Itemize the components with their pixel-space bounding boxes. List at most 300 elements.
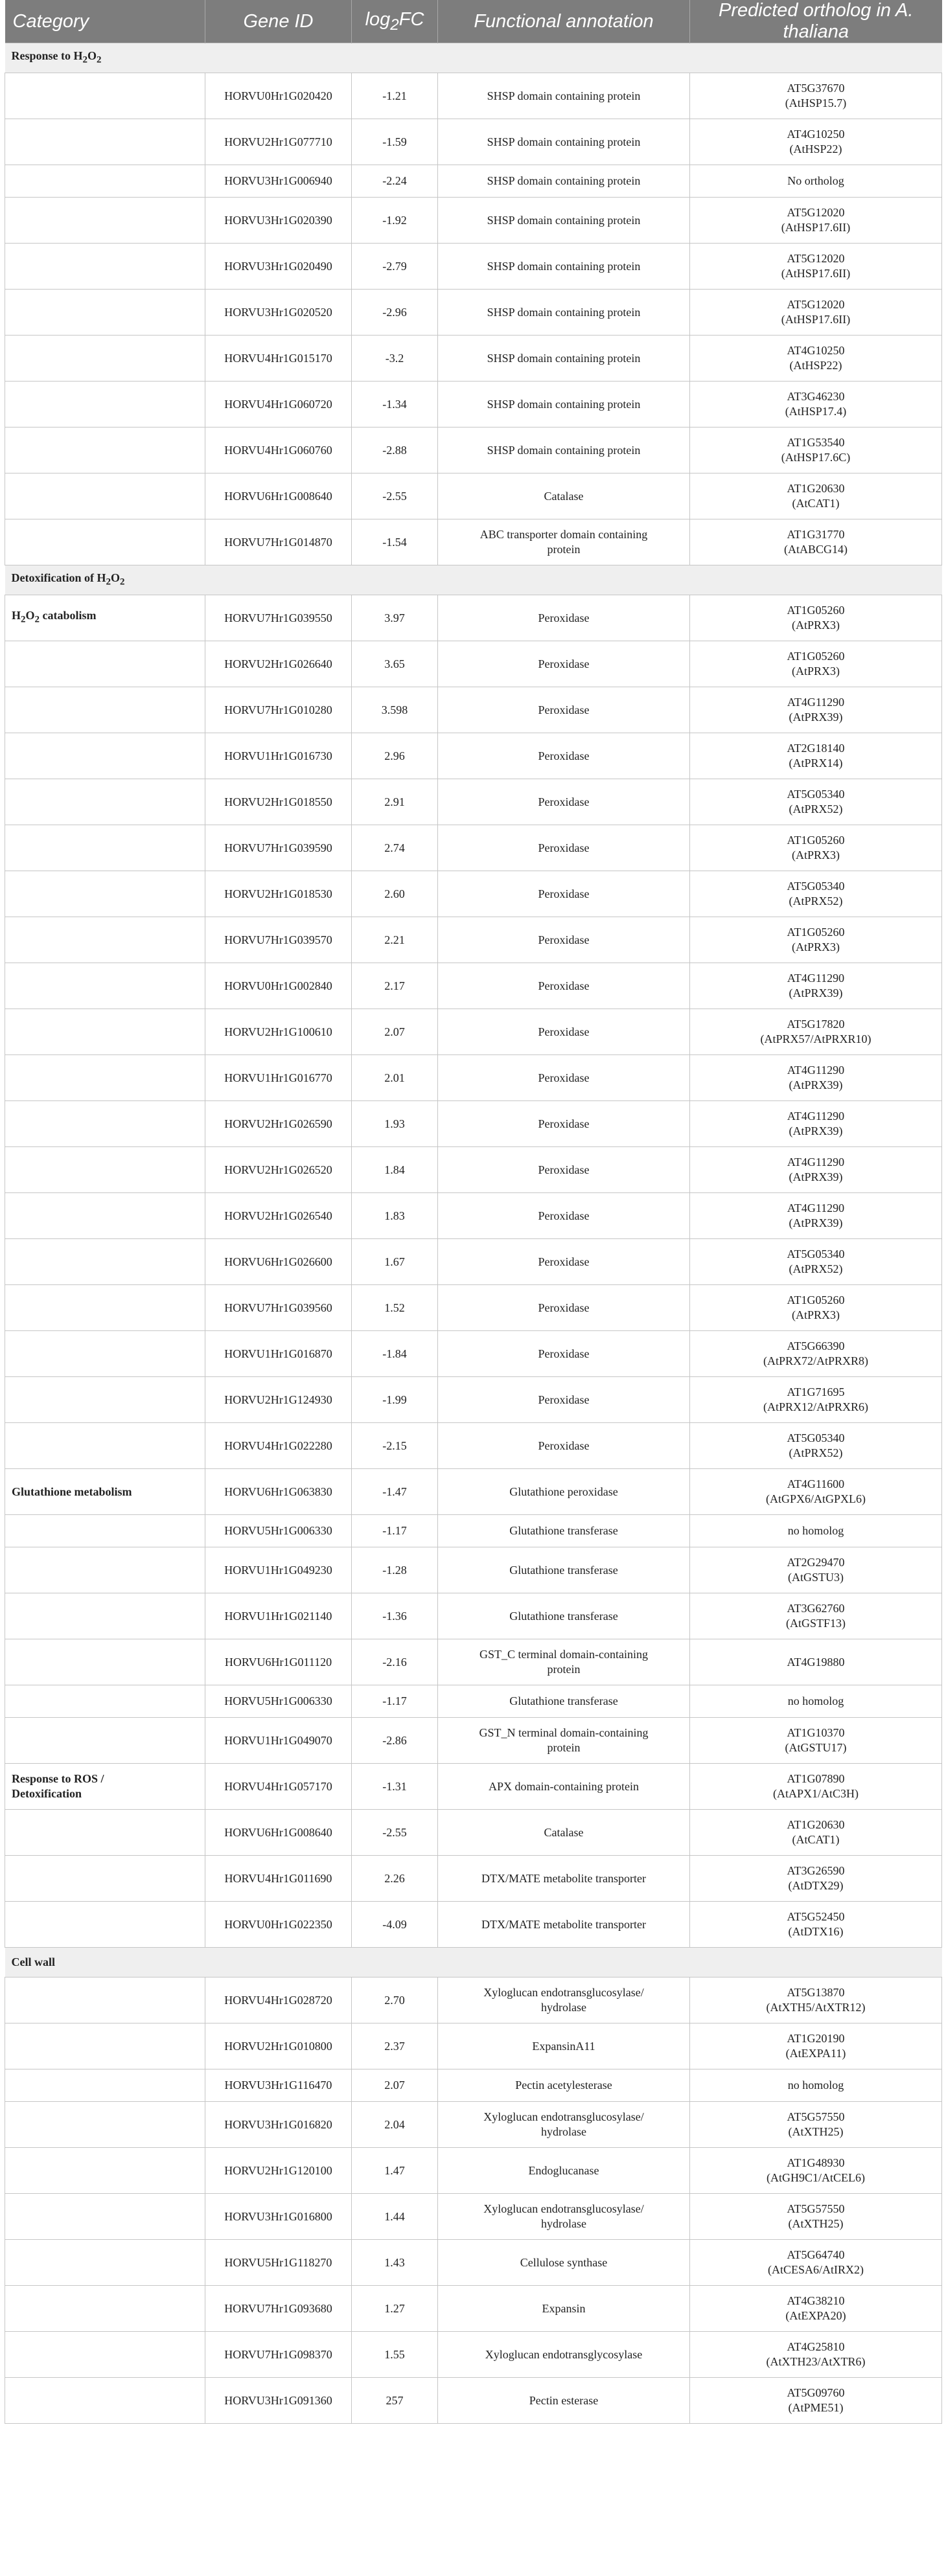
gene-id-cell: HORVU4Hr1G028720	[205, 1978, 352, 2023]
log2fc-cell: 3.97	[352, 595, 438, 641]
gene-id-cell: HORVU3Hr1G116470	[205, 2069, 352, 2102]
category-cell	[5, 1377, 205, 1423]
table-row	[5, 1639, 942, 1685]
category-cell	[5, 2023, 205, 2069]
section-row	[5, 1948, 942, 1978]
ortholog-cell: AT2G18140 (AtPRX14)	[690, 733, 942, 779]
section-title: Response to $H_2O_2$	[5, 43, 205, 73]
log2fc-cell: 2.17	[352, 963, 438, 1009]
annotation-cell: Peroxidase	[438, 1147, 690, 1193]
category-cell	[5, 1239, 205, 1285]
annotation-cell: GST_N terminal domain-containing protein	[438, 1718, 690, 1764]
category-cell	[5, 519, 205, 565]
table-row	[5, 733, 942, 779]
ortholog-cell: AT5G52450 (AtDTX16)	[690, 1902, 942, 1948]
category-cell	[5, 165, 205, 198]
section-empty-cell	[438, 1948, 690, 1978]
category-cell	[5, 2378, 205, 2424]
log2fc-cell: 1.52	[352, 1285, 438, 1331]
table-row	[5, 2023, 942, 2069]
gene-id-cell: HORVU3Hr1G016820	[205, 2102, 352, 2148]
log2fc-cell: -2.55	[352, 1810, 438, 1856]
log2fc-cell: 1.67	[352, 1239, 438, 1285]
category-cell	[5, 1101, 205, 1147]
annotation-cell: ABC transporter domain containing protein	[438, 519, 690, 565]
table-row	[5, 382, 942, 427]
section-empty-cell	[690, 1948, 942, 1978]
gene-id-cell: HORVU5Hr1G006330	[205, 1685, 352, 1718]
table-row	[5, 1193, 942, 1239]
category-cell	[5, 779, 205, 825]
category-cell	[5, 1147, 205, 1193]
annotation-cell: Peroxidase	[438, 825, 690, 871]
section-empty-cell	[690, 43, 942, 73]
ortholog-cell: AT4G10250 (AtHSP22)	[690, 336, 942, 382]
log2fc-cell: 2.91	[352, 779, 438, 825]
category-cell	[5, 1547, 205, 1593]
table-row	[5, 198, 942, 244]
category-cell	[5, 1193, 205, 1239]
table-row	[5, 1239, 942, 1285]
category-cell	[5, 1515, 205, 1547]
annotation-cell: SHSP domain containing protein	[438, 165, 690, 198]
annotation-cell: DTX/MATE metabolite transporter	[438, 1856, 690, 1902]
ortholog-cell: AT4G11290 (AtPRX39)	[690, 1101, 942, 1147]
table-row	[5, 336, 942, 382]
gene-id-cell: HORVU6Hr1G008640	[205, 1810, 352, 1856]
gene-id-cell: HORVU2Hr1G018530	[205, 871, 352, 917]
ortholog-cell: AT4G11290 (AtPRX39)	[690, 963, 942, 1009]
category-cell	[5, 290, 205, 336]
ortholog-cell: AT1G05260 (AtPRX3)	[690, 641, 942, 687]
log2fc-cell: -2.15	[352, 1423, 438, 1469]
gene-id-cell: HORVU1Hr1G049070	[205, 1718, 352, 1764]
annotation-cell: Peroxidase	[438, 1101, 690, 1147]
gene-id-cell: HORVU3Hr1G020520	[205, 290, 352, 336]
annotation-cell: Peroxidase	[438, 595, 690, 641]
section-empty-cell	[205, 43, 352, 73]
annotation-cell: Peroxidase	[438, 1331, 690, 1377]
gene-id-cell: HORVU2Hr1G124930	[205, 1377, 352, 1423]
annotation-cell: Pectin acetylesterase	[438, 2069, 690, 2102]
gene-id-cell: HORVU1Hr1G049230	[205, 1547, 352, 1593]
table-row	[5, 963, 942, 1009]
annotation-cell: Catalase	[438, 473, 690, 519]
table-row	[5, 1685, 942, 1718]
gene-id-cell: HORVU0Hr1G022350	[205, 1902, 352, 1948]
category-cell	[5, 2102, 205, 2148]
log2fc-cell: 2.96	[352, 733, 438, 779]
header-ortholog: Predicted ortholog in A. thaliana	[690, 0, 942, 43]
annotation-cell: SHSP domain containing protein	[438, 290, 690, 336]
ortholog-cell: AT5G66390 (AtPRX72/AtPRXR8)	[690, 1331, 942, 1377]
table-row	[5, 1593, 942, 1639]
table-row	[5, 1423, 942, 1469]
table-row	[5, 1285, 942, 1331]
gene-id-cell: HORVU2Hr1G026520	[205, 1147, 352, 1193]
ortholog-cell: AT5G05340 (AtPRX52)	[690, 779, 942, 825]
table-row	[5, 519, 942, 565]
gene-id-cell: HORVU3Hr1G006940	[205, 165, 352, 198]
category-cell	[5, 641, 205, 687]
annotation-cell: Peroxidase	[438, 917, 690, 963]
gene-id-cell: HORVU7Hr1G039550	[205, 595, 352, 641]
annotation-cell: Catalase	[438, 1810, 690, 1856]
log2fc-cell: 2.74	[352, 825, 438, 871]
log2fc-cell: 2.26	[352, 1856, 438, 1902]
log2fc-cell: -4.09	[352, 1902, 438, 1948]
ortholog-cell: AT2G29470 (AtGSTU3)	[690, 1547, 942, 1593]
category-cell	[5, 427, 205, 473]
category-cell	[5, 2286, 205, 2332]
header-functional-annotation: Functional annotation	[438, 0, 690, 43]
log2fc-cell: 1.83	[352, 1193, 438, 1239]
ortholog-cell: AT1G05260 (AtPRX3)	[690, 825, 942, 871]
annotation-cell: SHSP domain containing protein	[438, 244, 690, 290]
table-row	[5, 73, 942, 119]
category-cell	[5, 1718, 205, 1764]
table-row	[5, 1764, 942, 1810]
category-cell	[5, 1639, 205, 1685]
category-cell	[5, 1331, 205, 1377]
ortholog-cell: AT1G05260 (AtPRX3)	[690, 1285, 942, 1331]
annotation-cell: Peroxidase	[438, 687, 690, 733]
table-row	[5, 2332, 942, 2378]
gene-id-cell: HORVU6Hr1G026600	[205, 1239, 352, 1285]
log2fc-cell: 2.07	[352, 2069, 438, 2102]
table-row	[5, 1547, 942, 1593]
gene-id-cell: HORVU2Hr1G010800	[205, 2023, 352, 2069]
log2fc-cell: -1.54	[352, 519, 438, 565]
annotation-cell: SHSP domain containing protein	[438, 336, 690, 382]
category-cell	[5, 825, 205, 871]
log2fc-cell: -2.79	[352, 244, 438, 290]
category-cell: Glutathione metabolism	[5, 1469, 205, 1515]
header-log2fc: $\log_2FC$	[352, 0, 438, 43]
gene-id-cell: HORVU4Hr1G060720	[205, 382, 352, 427]
ortholog-cell: AT4G25810 (AtXTH23/AtXTR6)	[690, 2332, 942, 2378]
log2fc-cell: 2.21	[352, 917, 438, 963]
gene-id-cell: HORVU7Hr1G039570	[205, 917, 352, 963]
log2fc-cell: -1.99	[352, 1377, 438, 1423]
log2fc-cell: -2.16	[352, 1639, 438, 1685]
table-row	[5, 473, 942, 519]
gene-id-cell: HORVU1Hr1G016730	[205, 733, 352, 779]
ortholog-cell: no homolog	[690, 2069, 942, 2102]
category-cell	[5, 1685, 205, 1718]
category-cell	[5, 1423, 205, 1469]
table-row	[5, 595, 942, 641]
category-cell	[5, 473, 205, 519]
ortholog-cell: AT5G64740 (AtCESA6/AtIRX2)	[690, 2240, 942, 2286]
gene-id-cell: HORVU7Hr1G093680	[205, 2286, 352, 2332]
table-row	[5, 2069, 942, 2102]
ortholog-cell: AT1G48930 (AtGH9C1/AtCEL6)	[690, 2148, 942, 2194]
gene-id-cell: HORVU4Hr1G057170	[205, 1764, 352, 1810]
log2fc-cell: -1.84	[352, 1331, 438, 1377]
category-cell	[5, 1902, 205, 1948]
annotation-cell: Peroxidase	[438, 779, 690, 825]
section-empty-cell	[205, 1948, 352, 1978]
gene-id-cell: HORVU2Hr1G018550	[205, 779, 352, 825]
table-row	[5, 687, 942, 733]
log2fc-cell: 2.60	[352, 871, 438, 917]
ortholog-cell: no homolog	[690, 1685, 942, 1718]
ortholog-cell: AT1G20630 (AtCAT1)	[690, 1810, 942, 1856]
category-cell	[5, 2148, 205, 2194]
log2fc-cell: 257	[352, 2378, 438, 2424]
table-row	[5, 2102, 942, 2148]
section-empty-cell	[438, 565, 690, 595]
category-cell	[5, 2194, 205, 2240]
ortholog-cell: AT4G11290 (AtPRX39)	[690, 687, 942, 733]
gene-id-cell: HORVU6Hr1G011120	[205, 1639, 352, 1685]
log2fc-cell: 2.01	[352, 1055, 438, 1101]
log2fc-cell: -2.96	[352, 290, 438, 336]
table-row	[5, 917, 942, 963]
annotation-cell: Peroxidase	[438, 641, 690, 687]
table-row	[5, 2194, 942, 2240]
header-category: Category	[5, 0, 205, 43]
gene-id-cell: HORVU1Hr1G016770	[205, 1055, 352, 1101]
log2fc-cell: -1.47	[352, 1469, 438, 1515]
category-cell	[5, 1810, 205, 1856]
table-row	[5, 1810, 942, 1856]
table-row	[5, 1055, 942, 1101]
log2fc-cell: 1.84	[352, 1147, 438, 1193]
annotation-cell: Xyloglucan endotransglucosylase/ hydrolase	[438, 2102, 690, 2148]
table-row	[5, 1856, 942, 1902]
table-row	[5, 1331, 942, 1377]
ortholog-cell: AT5G12020 (AtHSP17.6II)	[690, 244, 942, 290]
annotation-cell: DTX/MATE metabolite transporter	[438, 1902, 690, 1948]
log2fc-cell: 2.04	[352, 2102, 438, 2148]
section-empty-cell	[352, 1948, 438, 1978]
gene-id-cell: HORVU2Hr1G077710	[205, 119, 352, 165]
ortholog-cell: AT3G62760 (AtGSTF13)	[690, 1593, 942, 1639]
ortholog-cell: AT5G12020 (AtHSP17.6II)	[690, 290, 942, 336]
table-row	[5, 2148, 942, 2194]
log2fc-cell: -1.21	[352, 73, 438, 119]
gene-id-cell: HORVU0Hr1G002840	[205, 963, 352, 1009]
log2fc-cell: -2.24	[352, 165, 438, 198]
section-empty-cell	[205, 565, 352, 595]
category-cell	[5, 198, 205, 244]
log2fc-cell: 1.44	[352, 2194, 438, 2240]
table-row	[5, 1902, 942, 1948]
table-row	[5, 1101, 942, 1147]
ortholog-cell: AT5G37670 (AtHSP15.7)	[690, 73, 942, 119]
table-row	[5, 1978, 942, 2023]
gene-id-cell: HORVU2Hr1G120100	[205, 2148, 352, 2194]
annotation-cell: Pectin esterase	[438, 2378, 690, 2424]
annotation-cell: Xyloglucan endotransglycosylase	[438, 2332, 690, 2378]
ortholog-cell: AT4G11290 (AtPRX39)	[690, 1055, 942, 1101]
ortholog-cell: AT4G11600 (AtGPX6/AtGPXL6)	[690, 1469, 942, 1515]
table-row	[5, 1469, 942, 1515]
log2fc-cell: -1.92	[352, 198, 438, 244]
table-row	[5, 165, 942, 198]
table-row	[5, 427, 942, 473]
log2fc-cell: -1.17	[352, 1685, 438, 1718]
annotation-cell: Peroxidase	[438, 733, 690, 779]
category-cell	[5, 1856, 205, 1902]
ortholog-cell: AT1G31770 (AtABCG14)	[690, 519, 942, 565]
log2fc-cell: -1.31	[352, 1764, 438, 1810]
category-cell	[5, 244, 205, 290]
table-row	[5, 1515, 942, 1547]
log2fc-cell: -2.86	[352, 1718, 438, 1764]
ortholog-cell: AT5G05340 (AtPRX52)	[690, 1423, 942, 1469]
annotation-cell: SHSP domain containing protein	[438, 382, 690, 427]
log2fc-cell: -1.59	[352, 119, 438, 165]
table-row	[5, 1147, 942, 1193]
category-cell	[5, 917, 205, 963]
log2fc-cell: 1.27	[352, 2286, 438, 2332]
ortholog-cell: AT5G57550 (AtXTH25)	[690, 2102, 942, 2148]
gene-id-cell: HORVU4Hr1G022280	[205, 1423, 352, 1469]
category-cell	[5, 963, 205, 1009]
log2fc-cell: 3.598	[352, 687, 438, 733]
gene-id-cell: HORVU4Hr1G060760	[205, 427, 352, 473]
section-empty-cell	[352, 43, 438, 73]
ortholog-cell: no homolog	[690, 1515, 942, 1547]
gene-id-cell: HORVU4Hr1G015170	[205, 336, 352, 382]
category-cell	[5, 1009, 205, 1055]
ortholog-cell: AT5G57550 (AtXTH25)	[690, 2194, 942, 2240]
category-cell	[5, 871, 205, 917]
annotation-cell: GST_C terminal domain-containing protein	[438, 1639, 690, 1685]
gene-id-cell: HORVU2Hr1G100610	[205, 1009, 352, 1055]
ortholog-cell: No ortholog	[690, 165, 942, 198]
annotation-cell: ExpansinA11	[438, 2023, 690, 2069]
gene-id-cell: HORVU6Hr1G063830	[205, 1469, 352, 1515]
annotation-cell: SHSP domain containing protein	[438, 198, 690, 244]
table-row	[5, 290, 942, 336]
category-cell	[5, 119, 205, 165]
gene-id-cell: HORVU1Hr1G016870	[205, 1331, 352, 1377]
table-row	[5, 2240, 942, 2286]
gene-id-cell: HORVU7Hr1G039590	[205, 825, 352, 871]
ortholog-cell: AT5G13870 (AtXTH5/AtXTR12)	[690, 1978, 942, 2023]
table-row	[5, 119, 942, 165]
annotation-cell: Peroxidase	[438, 1377, 690, 1423]
annotation-cell: Peroxidase	[438, 1423, 690, 1469]
annotation-cell: Peroxidase	[438, 871, 690, 917]
category-cell	[5, 382, 205, 427]
ortholog-cell: AT1G53540 (AtHSP17.6C)	[690, 427, 942, 473]
log2fc-cell: 1.93	[352, 1101, 438, 1147]
gene-id-cell: HORVU7Hr1G014870	[205, 519, 352, 565]
ortholog-cell: AT5G09760 (AtPME51)	[690, 2378, 942, 2424]
log2fc-cell: -2.88	[352, 427, 438, 473]
category-cell	[5, 687, 205, 733]
ortholog-cell: AT1G05260 (AtPRX3)	[690, 595, 942, 641]
category-cell	[5, 733, 205, 779]
table-row	[5, 779, 942, 825]
category-cell	[5, 2069, 205, 2102]
category-cell: Response to ROS / Detoxification	[5, 1764, 205, 1810]
ortholog-cell: AT5G05340 (AtPRX52)	[690, 871, 942, 917]
ortholog-cell: AT4G10250 (AtHSP22)	[690, 119, 942, 165]
annotation-cell: Glutathione transferase	[438, 1593, 690, 1639]
section-empty-cell	[690, 565, 942, 595]
category-cell	[5, 1055, 205, 1101]
annotation-cell: SHSP domain containing protein	[438, 73, 690, 119]
table-row	[5, 1718, 942, 1764]
annotation-cell: SHSP domain containing protein	[438, 119, 690, 165]
gene-id-cell: HORVU3Hr1G020490	[205, 244, 352, 290]
section-row	[5, 565, 942, 595]
category-cell	[5, 2332, 205, 2378]
table-row	[5, 2286, 942, 2332]
table-row	[5, 244, 942, 290]
annotation-cell: Peroxidase	[438, 1055, 690, 1101]
gene-id-cell: HORVU7Hr1G010280	[205, 687, 352, 733]
gene-id-cell: HORVU0Hr1G020420	[205, 73, 352, 119]
log2fc-cell: 1.43	[352, 2240, 438, 2286]
table-row	[5, 1377, 942, 1423]
annotation-cell: Peroxidase	[438, 1193, 690, 1239]
gene-id-cell: HORVU2Hr1G026590	[205, 1101, 352, 1147]
log2fc-cell: -1.28	[352, 1547, 438, 1593]
ortholog-cell: AT3G46230 (AtHSP17.4)	[690, 382, 942, 427]
log2fc-cell: 2.07	[352, 1009, 438, 1055]
annotation-cell: Peroxidase	[438, 1285, 690, 1331]
ortholog-cell: AT4G19880	[690, 1639, 942, 1685]
ortholog-cell: AT1G07890 (AtAPX1/AtC3H)	[690, 1764, 942, 1810]
category-cell	[5, 1978, 205, 2023]
category-cell	[5, 2240, 205, 2286]
ortholog-cell: AT1G20630 (AtCAT1)	[690, 473, 942, 519]
annotation-cell: Endoglucanase	[438, 2148, 690, 2194]
ortholog-cell: AT4G38210 (AtEXPA20)	[690, 2286, 942, 2332]
gene-id-cell: HORVU2Hr1G026640	[205, 641, 352, 687]
section-empty-cell	[352, 565, 438, 595]
section-title: Detoxification of $H_2O_2$	[5, 565, 205, 595]
annotation-cell: Cellulose synthase	[438, 2240, 690, 2286]
annotation-cell: Glutathione transferase	[438, 1547, 690, 1593]
log2fc-cell: -1.17	[352, 1515, 438, 1547]
ortholog-cell: AT5G05340 (AtPRX52)	[690, 1239, 942, 1285]
category-cell	[5, 1285, 205, 1331]
table-row	[5, 641, 942, 687]
ortholog-cell: AT4G11290 (AtPRX39)	[690, 1193, 942, 1239]
gene-id-cell: HORVU7Hr1G098370	[205, 2332, 352, 2378]
log2fc-cell: 2.70	[352, 1978, 438, 2023]
annotation-cell: Peroxidase	[438, 963, 690, 1009]
gene-id-cell: HORVU4Hr1G011690	[205, 1856, 352, 1902]
category-cell	[5, 336, 205, 382]
gene-id-cell: HORVU3Hr1G020390	[205, 198, 352, 244]
ortholog-cell: AT1G71695 (AtPRX12/AtPRXR6)	[690, 1377, 942, 1423]
log2fc-cell: 1.55	[352, 2332, 438, 2378]
gene-table	[5, 0, 942, 2424]
category-cell	[5, 73, 205, 119]
ortholog-cell: AT1G20190 (AtEXPA11)	[690, 2023, 942, 2069]
annotation-cell: SHSP domain containing protein	[438, 427, 690, 473]
annotation-cell: Xyloglucan endotransglucosylase/ hydrolase	[438, 1978, 690, 2023]
log2fc-cell: 2.37	[352, 2023, 438, 2069]
table-row	[5, 825, 942, 871]
log2fc-cell: 3.65	[352, 641, 438, 687]
section-row	[5, 43, 942, 73]
gene-id-cell: HORVU1Hr1G021140	[205, 1593, 352, 1639]
ortholog-cell: AT4G11290 (AtPRX39)	[690, 1147, 942, 1193]
annotation-cell: Peroxidase	[438, 1009, 690, 1055]
category-cell	[5, 1593, 205, 1639]
annotation-cell: Expansin	[438, 2286, 690, 2332]
